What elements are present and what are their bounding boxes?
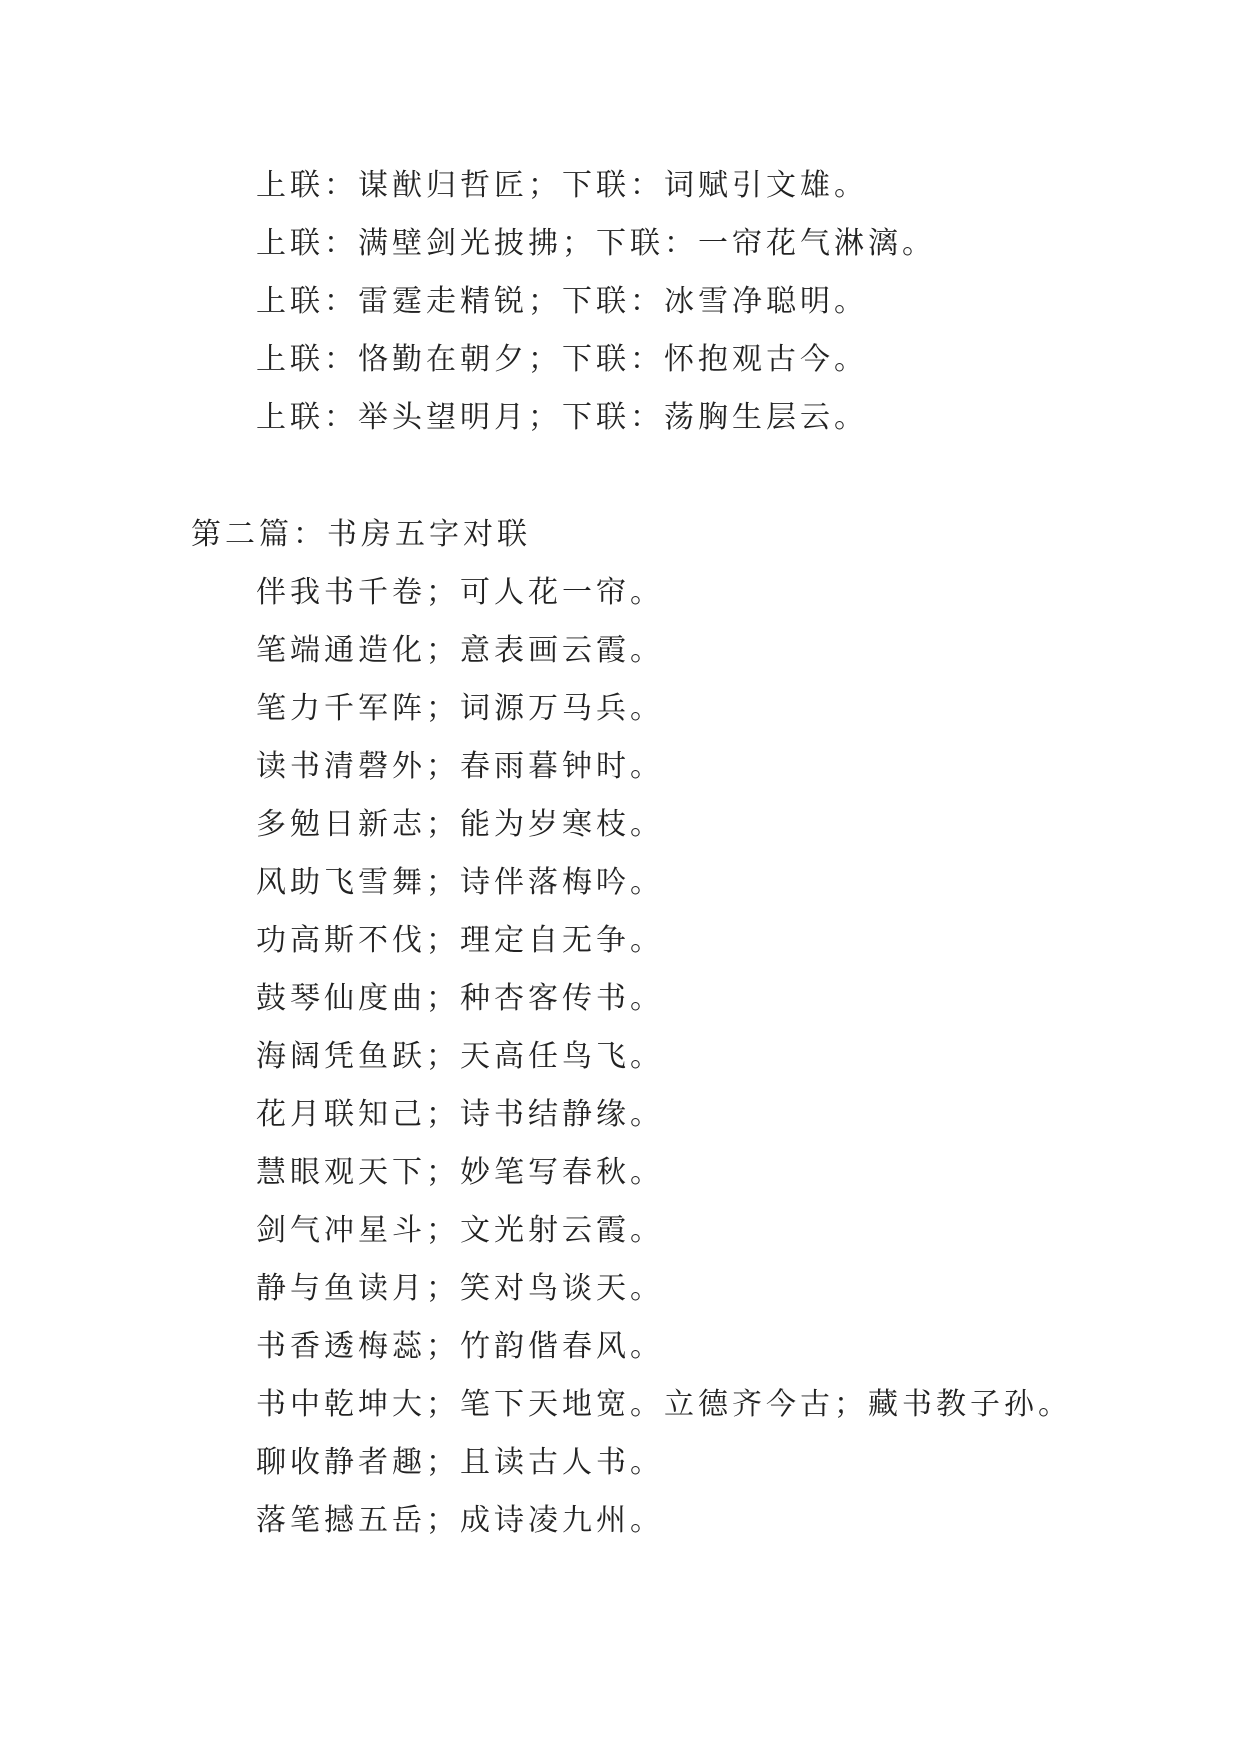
- couplet-line: 上联：恪勤在朝夕；下联：怀抱观古今。: [256, 342, 868, 377]
- couplet-line: 书香透梅蕊；竹韵偕春风。: [256, 1329, 664, 1364]
- couplet-line: 聊收静者趣；且读古人书。: [256, 1445, 664, 1480]
- couplet-line: 上联：举头望明月；下联：荡胸生层云。: [256, 400, 868, 435]
- couplet-line: 笔力千军阵；词源万马兵。: [256, 691, 664, 726]
- couplet-line: 风助飞雪舞；诗伴落梅吟。: [256, 865, 664, 900]
- couplet-line: 书中乾坤大；笔下天地宽。立德齐今古；藏书教子孙。: [256, 1387, 1072, 1422]
- couplet-line: 上联：满壁剑光披拂；下联：一帘花气淋漓。: [256, 226, 936, 261]
- couplet-line: 伴我书千卷；可人花一帘。: [256, 575, 664, 610]
- section-heading: 第二篇：书房五字对联: [191, 517, 531, 552]
- couplet-line: 笔端通造化；意表画云霞。: [256, 633, 664, 668]
- couplet-line: 功高斯不伐；理定自无争。: [256, 923, 664, 958]
- couplet-line: 慧眼观天下；妙笔写春秋。: [256, 1155, 664, 1190]
- couplet-line: 上联：谋猷归哲匠；下联：词赋引文雄。: [256, 168, 868, 203]
- couplet-line: 静与鱼读月；笑对鸟谈天。: [256, 1271, 664, 1306]
- couplet-line: 上联：雷霆走精锐；下联：冰雪净聪明。: [256, 284, 868, 319]
- couplet-line: 多勉日新志；能为岁寒枝。: [256, 807, 664, 842]
- couplet-line: 落笔撼五岳；成诗凌九州。: [256, 1503, 664, 1538]
- couplet-line: 读书清磬外；春雨暮钟时。: [256, 749, 664, 784]
- couplet-line: 花月联知己；诗书结静缘。: [256, 1097, 664, 1132]
- couplet-line: 海阔凭鱼跃；天高任鸟飞。: [256, 1039, 664, 1074]
- couplet-line: 剑气冲星斗；文光射云霞。: [256, 1213, 664, 1248]
- couplet-line: 鼓琴仙度曲；种杏客传书。: [256, 981, 664, 1016]
